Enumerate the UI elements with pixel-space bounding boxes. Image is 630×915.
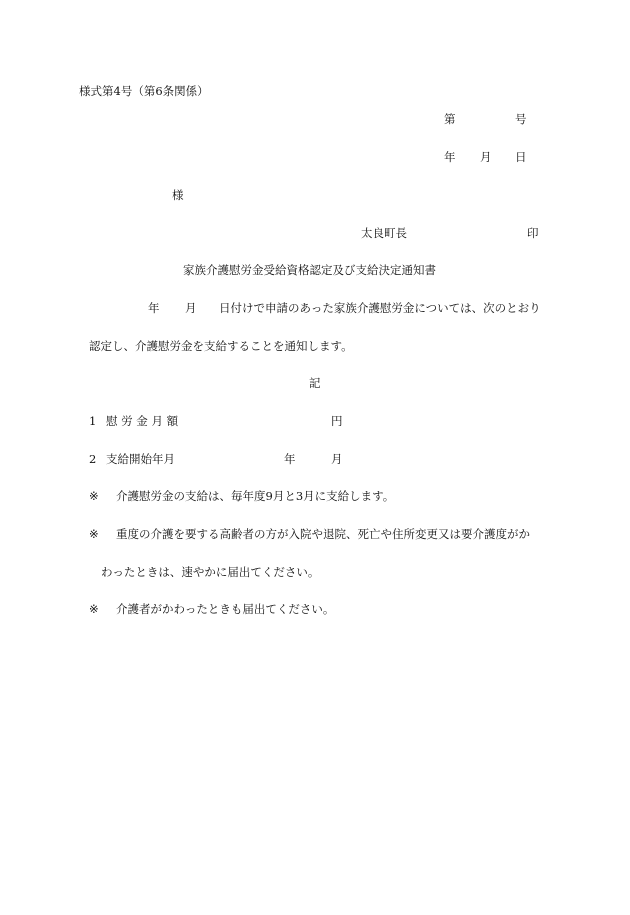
form-number: 様式第4号（第6条関係） xyxy=(79,84,209,98)
item-2-year: 年 xyxy=(284,452,296,466)
note-1-mark: ※ xyxy=(89,489,99,503)
note-3-text: 介護者がかわったときも届出てください。 xyxy=(116,602,335,616)
body-year: 年 xyxy=(148,301,160,315)
ki-heading: 記 xyxy=(309,376,321,390)
note-2-mark: ※ xyxy=(89,527,99,541)
date-month: 月 xyxy=(480,150,492,164)
seal-mark: 印 xyxy=(527,226,539,240)
body-line-2: 認定し、介護慰労金を支給することを通知します。 xyxy=(89,339,353,353)
note-1-text: 介護慰労金の支給は、毎年度9月と3月に支給します。 xyxy=(116,489,395,503)
item-1-label: 慰 労 金 月 額 xyxy=(106,414,179,428)
document-number-prefix: 第 xyxy=(444,112,456,126)
item-2-month: 月 xyxy=(331,452,343,466)
item-1-number: 1 xyxy=(89,414,97,428)
note-3-mark: ※ xyxy=(89,602,99,616)
date-day: 日 xyxy=(515,150,527,164)
date-year: 年 xyxy=(444,150,456,164)
body-month: 月 xyxy=(185,301,197,315)
item-1-unit: 円 xyxy=(331,414,343,428)
item-2-number: 2 xyxy=(89,452,97,466)
body-line-1: 日付けで申請のあった家族介護慰労金については、次のとおり xyxy=(219,301,541,315)
note-2-text-line-1: 重度の介護を要する高齢者の方が入院や退院、死亡や住所変更又は要介護度がか xyxy=(116,527,530,541)
document-number-suffix: 号 xyxy=(515,112,527,126)
note-2-text-line-2: わったときは、速やかに届出てください。 xyxy=(101,565,320,579)
addressee-sama: 様 xyxy=(172,188,184,202)
item-2-label: 支給開始年月 xyxy=(106,452,175,466)
issuer-name: 太良町長 xyxy=(361,226,407,240)
document-title: 家族介護慰労金受給資格認定及び支給決定通知書 xyxy=(183,263,436,277)
